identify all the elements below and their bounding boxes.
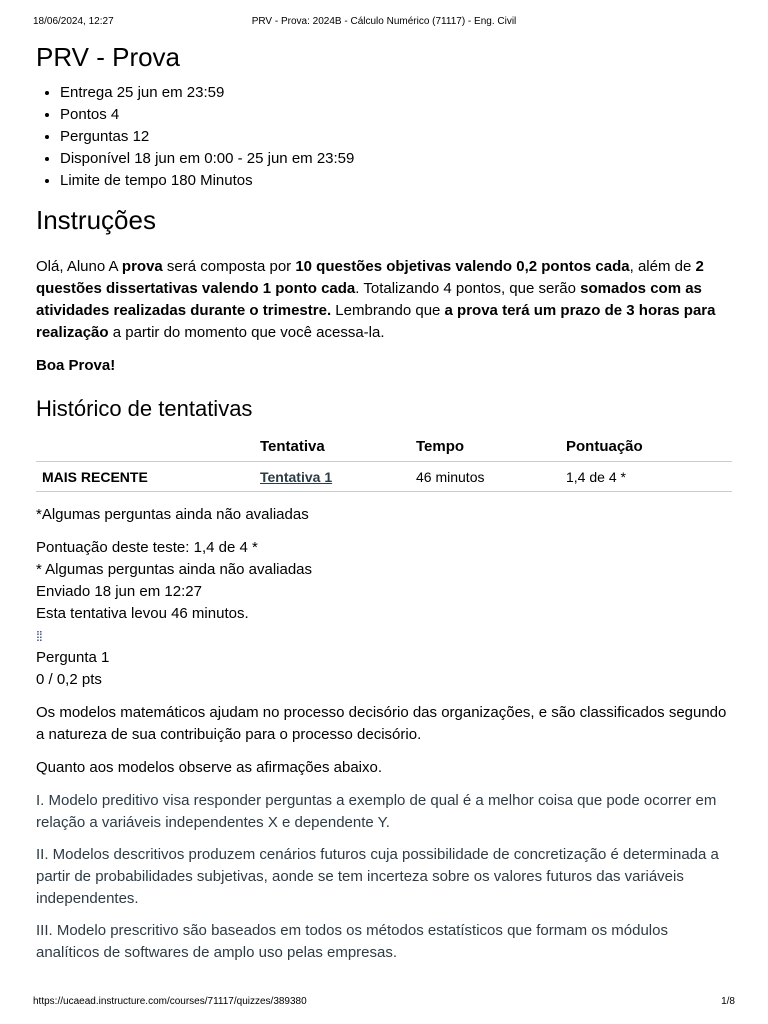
detail-time-limit: • Limite de tempo 180 Minutos	[60, 170, 732, 192]
print-url: https://ucaead.instructure.com/courses/71117/quizzes/389380	[33, 996, 307, 1007]
attempt-link[interactable]: Tentativa 1	[260, 468, 333, 485]
question-prompt: Quanto aos modelos observe as afirmações abaixo.	[36, 759, 383, 776]
print-footer	[33, 996, 735, 1010]
question-points: 0 / 0,2 pts	[36, 671, 102, 688]
quiz-details-list	[36, 82, 732, 192]
summary-duration: Esta tentativa levou 46 minutos.	[36, 605, 249, 622]
statement-3: III. Modelo prescritivo são baseados em todos os métodos estatísticos que formam os módulos analíticos de softwares de amplo uso pelas empresas.	[36, 922, 668, 961]
closing-text: Boa Prova!	[36, 357, 116, 374]
table-header-row	[36, 431, 732, 462]
attempt-summary	[36, 537, 732, 625]
detail-available: • Disponível 18 jun em 0:00 - 25 jun em 23:59	[60, 148, 732, 170]
col-header-time: Tempo	[416, 431, 566, 462]
question-label: Pergunta 1	[36, 649, 110, 666]
detail-due: • Entrega 25 jun em 23:59	[60, 82, 732, 104]
attempt-score: 1,4 de 4 *	[566, 462, 732, 492]
detail-points: • Pontos 4	[60, 104, 732, 126]
summary-note: * Algumas perguntas ainda não avaliadas	[36, 561, 313, 578]
quiz-content	[36, 40, 732, 964]
detail-questions: • Perguntas 12	[60, 126, 732, 148]
summary-submitted: Enviado 18 jun em 12:27	[36, 583, 202, 600]
statement-2: II. Modelos descritivos produzem cenários futuros cuja possibilidade de concretização é determinada a partir de probabilidades subjetivas, aonde se tem incerteza sobre os valores futuros das variáveis independentes.	[36, 846, 719, 907]
question-text: Os modelos matemáticos ajudam no processo decisório das organizações, e são classificados segundo a natureza de sua contribuição para o processo decisório.	[36, 704, 727, 743]
attempt-recent-label: MAIS RECENTE	[36, 462, 260, 492]
print-page-number: 1/8	[721, 996, 735, 1007]
attempts-table	[36, 431, 732, 492]
question-header	[36, 647, 732, 691]
instructions-paragraph: Olá, Aluno A prova será composta por 10 questões objetivas valendo 0,2 pontos cada, além de 2 questões dissertativas valendo 1 ponto cada. Totalizando 4 pontos, que serão somados com as atividades realizadas durante o trimestre. Lembrando que a prova terá um prazo de 3 horas para realização a partir do momento que você acessa-la.	[36, 258, 716, 341]
print-title: PRV - Prova: 2024B - Cálculo Numérico (71117) - Eng. Civil	[251, 16, 517, 27]
col-header-attempt: Tentativa	[260, 431, 416, 462]
history-heading: Histórico de tentativas	[36, 396, 253, 421]
page-title: PRV - Prova	[36, 42, 181, 72]
history-footnote: *Algumas perguntas ainda não avaliadas	[36, 506, 309, 523]
print-header	[33, 16, 735, 30]
col-header-score: Pontuação	[566, 431, 732, 462]
drag-handle-icon[interactable]: ⁞⁞	[36, 628, 42, 644]
attempt-time: 46 minutos	[416, 462, 566, 492]
statement-1: I. Modelo preditivo visa responder perguntas a exemplo de qual é a melhor coisa que pode ocorrer em relação a variáveis independentes X e dependente Y.	[36, 792, 717, 831]
summary-score: Pontuação deste teste: 1,4 de 4 *	[36, 539, 258, 556]
print-datetime: 18/06/2024, 12:27	[33, 16, 114, 27]
instructions-heading: Instruções	[36, 205, 156, 235]
col-header-blank	[36, 431, 260, 462]
table-row	[36, 462, 732, 492]
